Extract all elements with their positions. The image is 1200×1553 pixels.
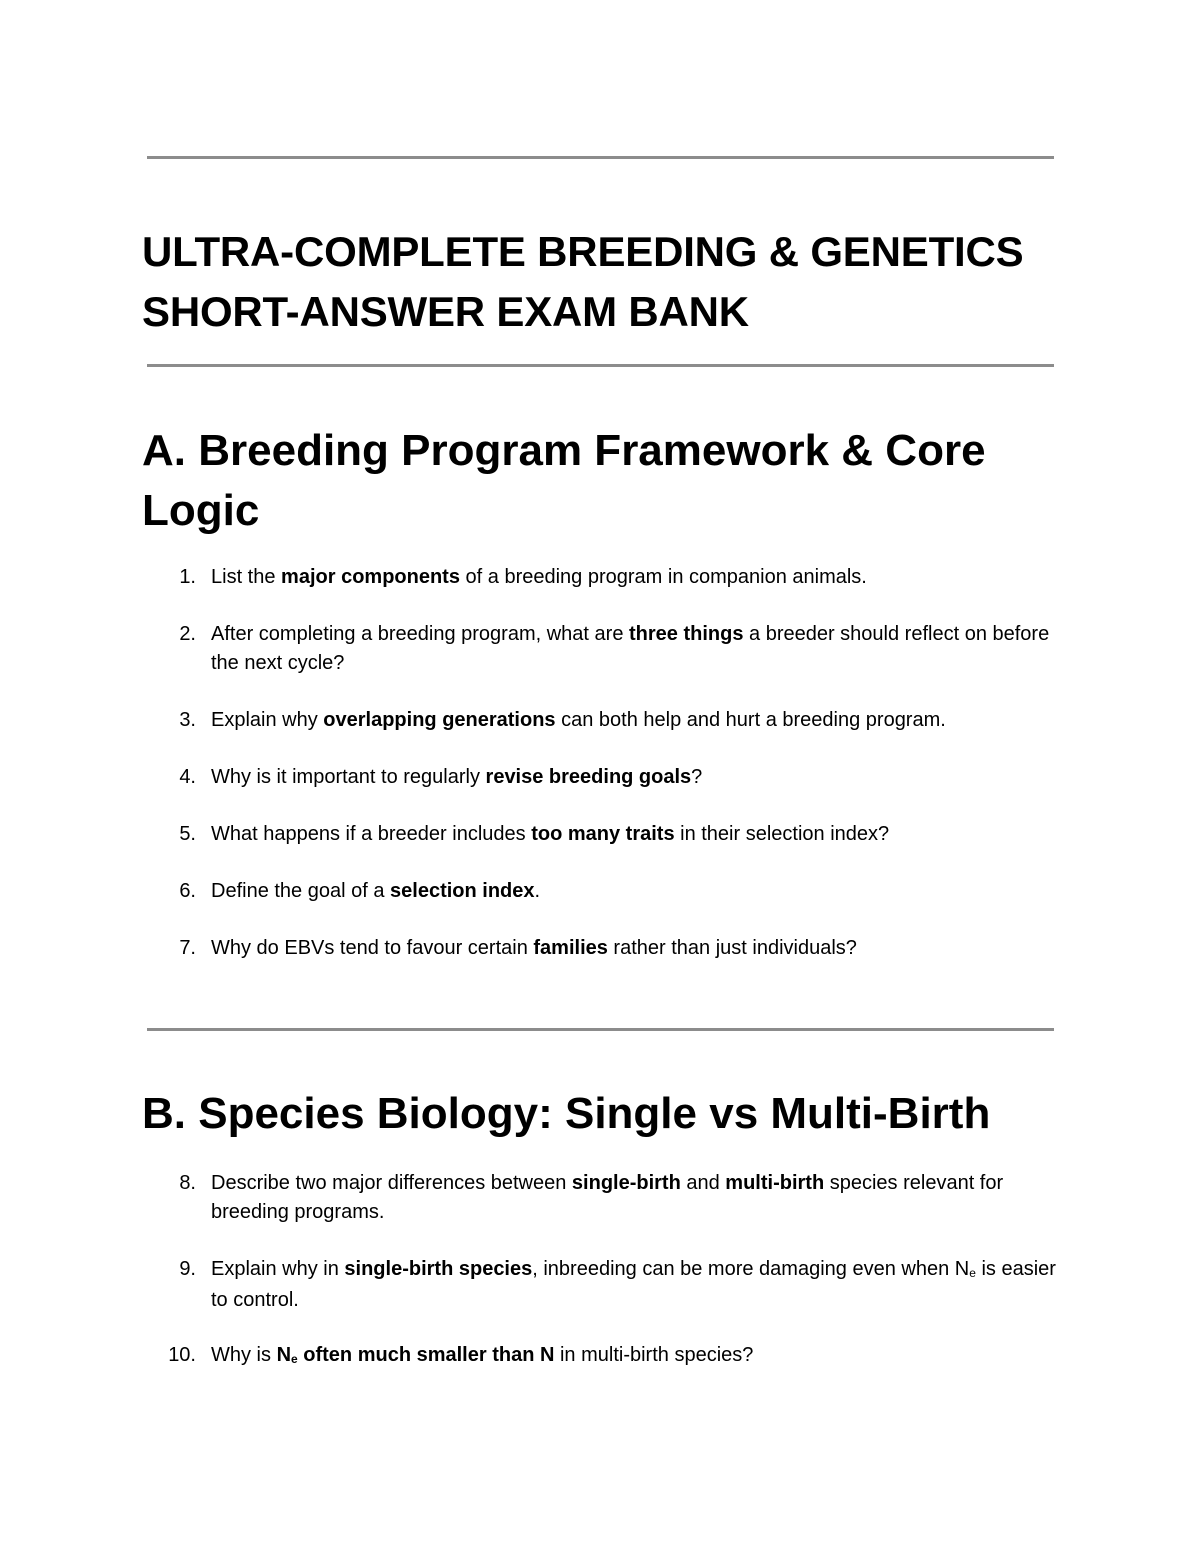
question-item xyxy=(142,620,1072,678)
question-text-segment: Define the goal of a xyxy=(211,880,391,902)
question-item xyxy=(142,563,1072,592)
title-divider xyxy=(147,364,1054,367)
question-text-segment: Why is xyxy=(211,1344,277,1366)
question-text-segment: is easier to control. xyxy=(211,1258,1056,1311)
question-text-segment: , inbreeding can be more damaging even when N xyxy=(532,1258,970,1280)
question-item xyxy=(142,1169,1072,1227)
top-divider xyxy=(147,156,1054,159)
question-keyword: families xyxy=(533,937,608,959)
question-text-segment: List the xyxy=(211,566,282,588)
question-text-segment: . xyxy=(534,880,541,902)
question-text-segment: Why do EBVs tend to favour certain xyxy=(211,937,534,959)
question-keyword: overlapping generations xyxy=(323,709,556,731)
question-text-segment: rather than just individuals? xyxy=(607,937,857,959)
question-text-segment: in their selection index? xyxy=(674,823,890,845)
question-text xyxy=(211,1341,1072,1372)
subscript-e: e xyxy=(969,1266,976,1280)
question-text-segment: Describe two major differences between xyxy=(211,1172,572,1194)
question-text-segment: Why is it important to regularly xyxy=(211,766,486,788)
question-item xyxy=(142,934,1072,963)
question-text xyxy=(211,620,1072,678)
question-number: 9. xyxy=(179,1258,196,1280)
question-keyword: multi-birth xyxy=(725,1172,825,1194)
section-b-heading: B. Species Biology: Single vs Multi-Birth xyxy=(142,1089,991,1138)
question-text-segment: What happens if a breeder includes xyxy=(211,823,532,845)
question-keyword: single-birth xyxy=(571,1172,681,1194)
question-item xyxy=(142,763,1072,792)
question-text-segment: After completing a breeding program, what are xyxy=(211,623,629,645)
question-keyword: N xyxy=(276,1344,292,1366)
question-item xyxy=(142,706,1072,735)
question-number: 6. xyxy=(179,880,196,902)
question-item xyxy=(142,1341,1072,1372)
question-text-segment: can both help and hurt a breeding program. xyxy=(555,709,946,731)
question-keyword: three things xyxy=(629,623,744,645)
question-keyword: selection index xyxy=(390,880,535,902)
question-text xyxy=(211,706,1072,735)
question-number: 3. xyxy=(179,709,196,731)
question-text xyxy=(211,934,1072,963)
section-divider xyxy=(147,1028,1054,1031)
question-keyword: often much smaller than N xyxy=(297,1344,555,1366)
question-number: 7. xyxy=(179,937,196,959)
document-title: ULTRA-COMPLETE BREEDING & GENETICS SHORT-ANSWER EXAM BANK xyxy=(142,228,1024,335)
question-text xyxy=(211,563,1072,592)
question-number: 8. xyxy=(179,1172,196,1194)
question-text xyxy=(211,763,1072,792)
question-item xyxy=(142,820,1072,849)
question-text-segment: of a breeding program in companion animals. xyxy=(459,566,867,588)
question-number: 4. xyxy=(179,766,196,788)
question-item xyxy=(142,1255,1072,1315)
question-text-segment: Explain why xyxy=(211,709,324,731)
question-keyword: single-birth species xyxy=(344,1258,533,1280)
question-keyword: too many traits xyxy=(531,823,675,845)
question-item xyxy=(142,877,1072,906)
subscript-e: e xyxy=(291,1352,298,1366)
question-keyword: major components xyxy=(281,566,460,588)
section-a-heading: A. Breeding Program Framework & Core Logic xyxy=(142,426,986,535)
question-text-segment: and xyxy=(680,1172,726,1194)
question-text-segment: in multi-birth species? xyxy=(554,1344,754,1366)
question-number: 5. xyxy=(179,823,196,845)
question-keyword: revise breeding goals xyxy=(485,766,692,788)
question-number: 10. xyxy=(168,1344,196,1366)
question-text-segment: ? xyxy=(691,766,703,788)
question-text xyxy=(211,1255,1072,1315)
question-number: 1. xyxy=(179,566,196,588)
question-text-segment: a breeder should reflect on before the next cycle? xyxy=(211,623,1050,674)
question-text-segment: species relevant for breeding programs. xyxy=(211,1172,1004,1223)
question-text xyxy=(211,820,1072,849)
question-number: 2. xyxy=(179,623,196,645)
question-text xyxy=(211,1169,1072,1227)
question-text-segment: Explain why in xyxy=(211,1258,345,1280)
question-text xyxy=(211,877,1072,906)
